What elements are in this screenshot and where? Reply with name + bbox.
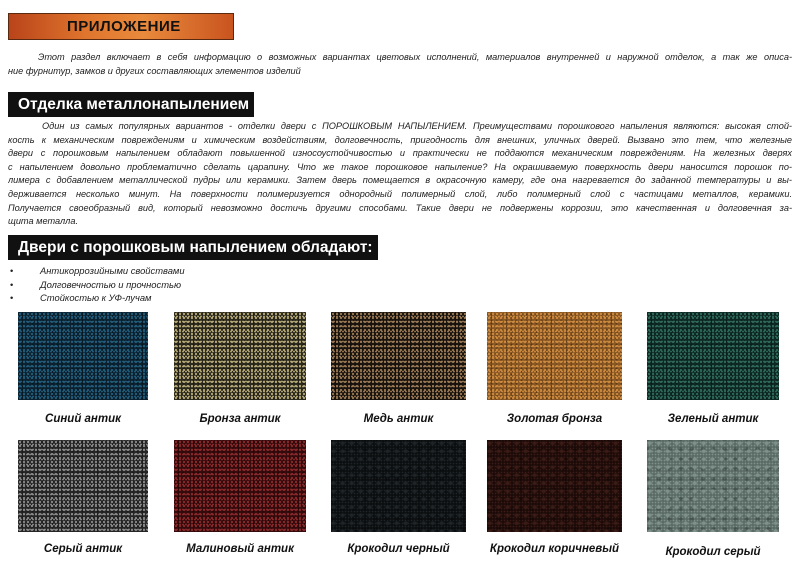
color-swatch-gold-bronze: [487, 312, 622, 400]
color-swatch-crocodile-gray: [647, 440, 779, 532]
swatch-label: Зеленый антик: [667, 413, 759, 425]
swatch-label: Синий антик: [45, 413, 121, 425]
swatch-label: Крокодил коричневый: [489, 543, 620, 555]
powder-section-title: Отделка металлонапылением: [18, 96, 250, 113]
color-swatch-green-antique: [647, 312, 779, 400]
paragraph-line: щита металла.: [8, 216, 79, 227]
benefits-section-header: [8, 235, 378, 260]
benefits-section-title: Двери с порошковым напылением обладают:: [18, 239, 373, 256]
benefit-text: Стойкостью к УФ-лучам: [40, 292, 152, 304]
benefit-text: Долговечностью и прочностью: [40, 278, 181, 290]
paragraph-line: держивается несколько минут. На поверхности полимеризуется однородный полимерный слой, либо полимерный слой с частицами металлов, керамики.: [8, 188, 792, 199]
bullet-icon: •: [10, 278, 14, 290]
paragraph-line: ние фурнитур, замков и других составляющих элементов изделий: [8, 66, 301, 76]
appendix-header-bar: [8, 13, 234, 40]
swatch-label: Медь антик: [363, 413, 434, 425]
color-swatch-crocodile-black: [331, 440, 466, 532]
paragraph-line: Один из самых популярных вариантов - отделки двери с ПОРОШКОВЫМ НАПЫЛЕНИЕМ. Преимуществами порошкового напыления являются: высокая стой-: [42, 121, 792, 131]
paragraph-line: Получается своеобразный вид, который невозможно достичь другими способами. Такие двери не подвержены коррозии, это качественная и долговечная за-: [8, 202, 792, 213]
powder-section-header: [8, 92, 254, 117]
swatch-label: Серый антик: [43, 543, 123, 555]
bullet-icon: •: [10, 265, 14, 276]
benefit-text: Антикоррозийными свойствами: [40, 265, 185, 276]
swatch-label: Бронза антик: [199, 413, 281, 425]
paragraph-line: лимера с добавлением металлической пудры или керамики. Затем дверь помещается в окрасочную камеру, где она нагревается до заданной температуры и вы-: [8, 175, 792, 186]
appendix-intro-paragraph: [8, 50, 792, 78]
swatch-label: Малиновый антик: [186, 543, 294, 555]
swatch-label: Золотая бронза: [506, 413, 603, 425]
bullet-icon: •: [10, 292, 14, 304]
color-swatch-copper-antique: [331, 312, 466, 400]
appendix-title: ПРИЛОЖЕНИЕ: [67, 18, 181, 35]
color-swatch-crocodile-brown: [487, 440, 622, 532]
color-swatch-gray-antique: [18, 440, 148, 532]
paragraph-line: с напылением довольно проблематично сделать царапину. Что же такое порошковое напыление? На окрашиваемую поверхность двери наносится порошок по-: [8, 161, 792, 172]
color-swatch-crimson-antique: [174, 440, 306, 532]
paragraph-line: двери с порошковым напылением обладают повышенной износоустойчивостью и практически не поддаются механическим повреждениям. На железных дверях: [8, 148, 792, 159]
swatch-label: Крокодил черный: [347, 543, 450, 555]
powder-description-paragraph: [8, 120, 792, 229]
paragraph-line: Этот раздел включает в себя информацию о возможных вариантах цветовых исполнений, материалов внутренней и наружной отделок, а так же описа-: [38, 52, 792, 62]
color-swatch-blue-antique: [18, 312, 148, 400]
swatch-label: Крокодил серый: [665, 546, 761, 558]
paragraph-line: кость к механическим повреждениям и химическим воздействиям, долговечность, пригодность для внешних, уличных дверей. Вызвано это тем, что железные: [8, 134, 792, 145]
color-swatch-bronze-antique: [174, 312, 306, 400]
